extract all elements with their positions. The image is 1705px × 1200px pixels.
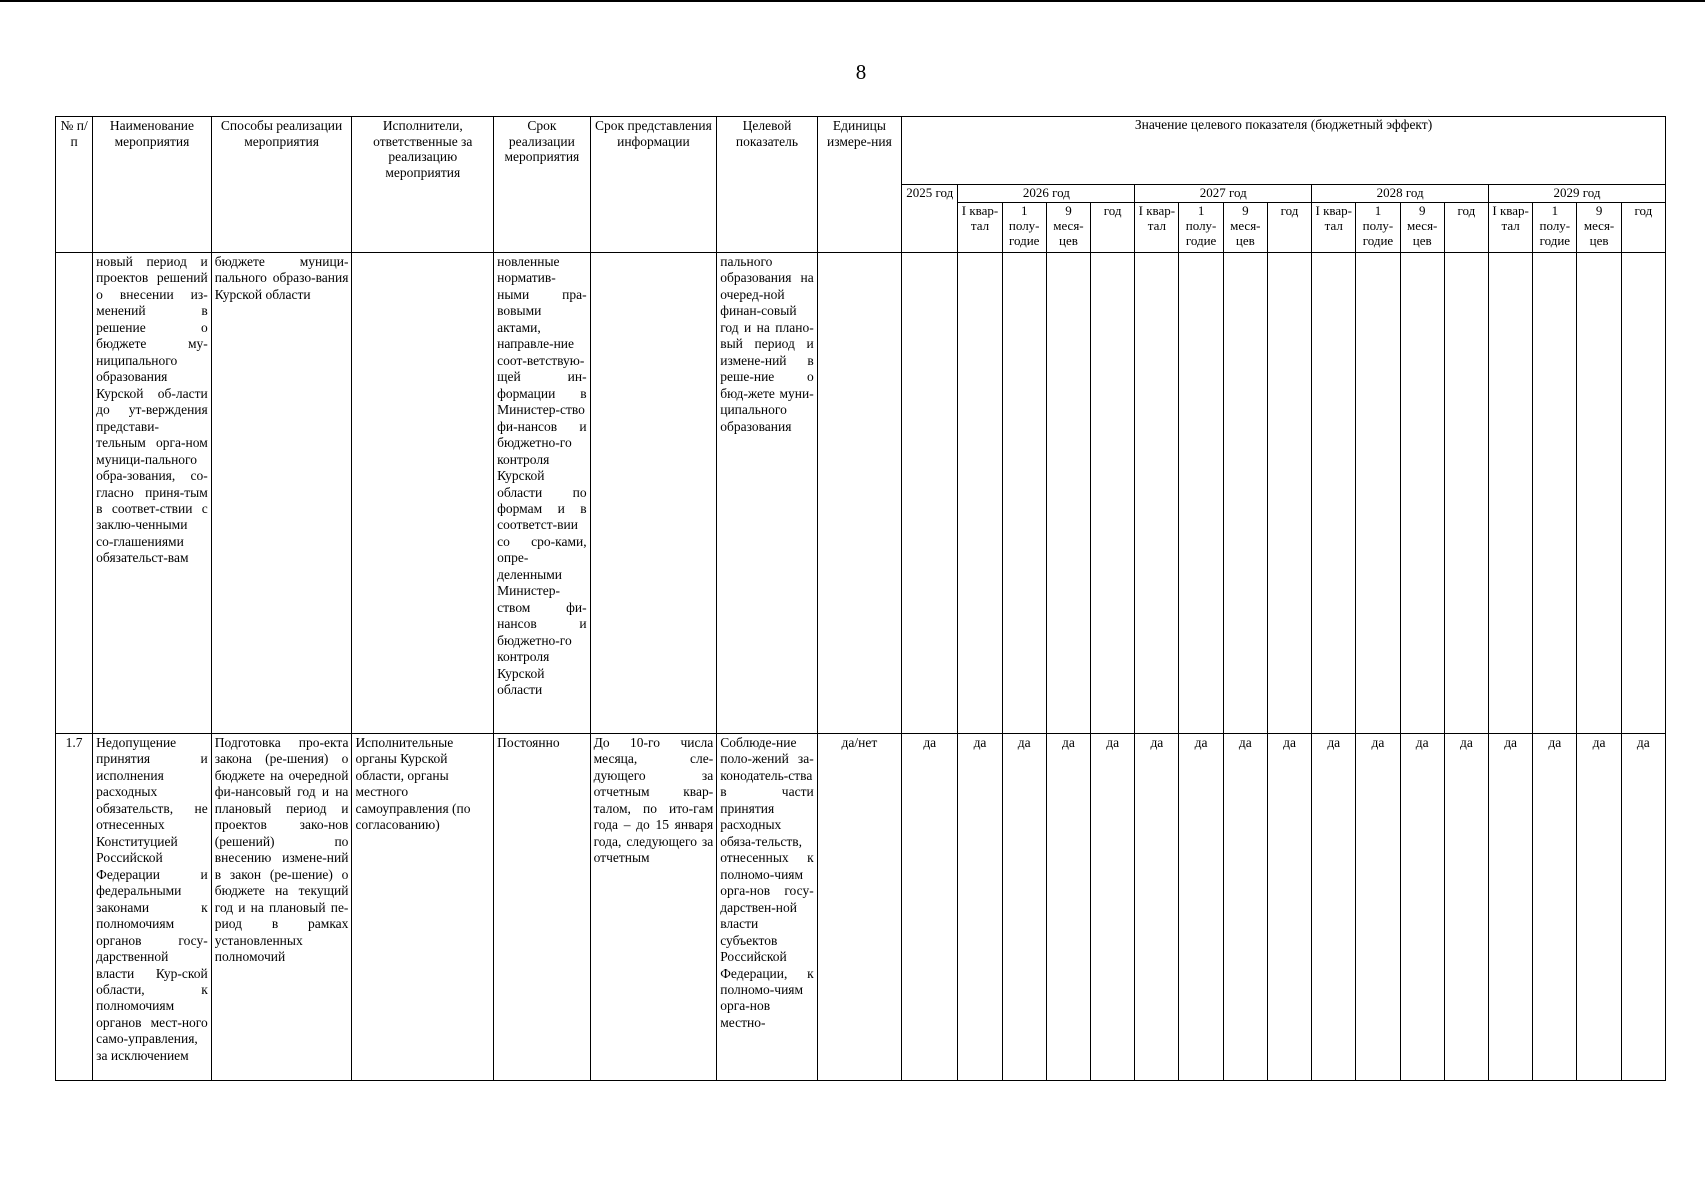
- row-value: [1356, 252, 1400, 733]
- row-value: да: [1179, 733, 1223, 1080]
- header-2029-q1: I квар-тал: [1489, 202, 1533, 252]
- header-year-2025: 2025 год: [902, 185, 958, 253]
- row-units: [817, 252, 901, 733]
- header-deadline: Срок реализации мероприятия: [494, 117, 590, 253]
- header-2026-q1: I квар-тал: [958, 202, 1002, 252]
- header-2028-year: год: [1444, 202, 1488, 252]
- row-num: [56, 252, 93, 733]
- header-name: Наименование мероприятия: [93, 117, 212, 253]
- row-value: да: [1444, 733, 1488, 1080]
- header-2027-h1: 1 полу-годие: [1179, 202, 1223, 252]
- table-header: [56, 117, 1666, 253]
- header-year-2027: 2027 год: [1135, 185, 1312, 203]
- row-value: [1621, 252, 1665, 733]
- row-value: [1489, 252, 1533, 733]
- row-value: [1400, 252, 1444, 733]
- row-value: да: [1356, 733, 1400, 1080]
- header-units: Единицы измере-ния: [817, 117, 901, 253]
- header-methods: Способы реализации мероприятия: [211, 117, 352, 253]
- row-value: [1223, 252, 1267, 733]
- row-value: да: [1267, 733, 1311, 1080]
- scan-border-line: [0, 0, 1705, 2]
- row-executors: Исполнительные органы Курской области, органы местного самоуправления (по согласованию): [352, 733, 494, 1080]
- row-value: да: [1046, 733, 1090, 1080]
- header-report: Срок представления информации: [590, 117, 717, 253]
- row-value: да: [1577, 733, 1621, 1080]
- row-value: да: [1400, 733, 1444, 1080]
- header-target-value: Значение целевого показателя (бюджетный эффект): [902, 117, 1666, 185]
- row-value: да: [958, 733, 1002, 1080]
- table-row: [56, 733, 1666, 1080]
- header-2027-year: год: [1267, 202, 1311, 252]
- row-value: да: [1223, 733, 1267, 1080]
- row-value: [1577, 252, 1621, 733]
- header-year-2026: 2026 год: [958, 185, 1135, 203]
- row-executors: [352, 252, 494, 733]
- row-value: [1444, 252, 1488, 733]
- header-num: № п/п: [56, 117, 93, 253]
- header-2028-h1: 1 полу-годие: [1356, 202, 1400, 252]
- row-value: [1091, 252, 1135, 733]
- row-num: 1.7: [56, 733, 93, 1080]
- header-year-2029: 2029 год: [1489, 185, 1666, 203]
- row-indicator: пального образования на очеред-ной финан-совый год и на плано-вый период и измене-ний в реше-ние о бюд-жете муни-ципального образования: [717, 252, 817, 733]
- header-2029-h1: 1 полу-годие: [1533, 202, 1577, 252]
- row-methods: Подготовка про-екта закона (ре-шения) о бюджете на очередной фи-нансовый год и на плановый период и проектов зако-нов (решений) по внесению измене-ний в закон (ре-шение) о бюджете на текущий год и на плановый пе-риод в рамках установленных полномочий: [211, 733, 352, 1080]
- row-value: да: [1002, 733, 1046, 1080]
- row-deadline: новленные норматив-ными пра-вовыми актами, направле-ние соот-ветствую-щей ин-формации в Министер-ство фи-нансов и бюджетно-го контроля Курской области по формам и в соответст-вии со сро-ками, опре-деленными Министер-ством фи-нансов и бюджетно-го контроля Курской области: [494, 252, 590, 733]
- row-units: да/нет: [817, 733, 901, 1080]
- header-2026-year: год: [1091, 202, 1135, 252]
- row-value: [1312, 252, 1356, 733]
- row-value: да: [1489, 733, 1533, 1080]
- row-value: [1002, 252, 1046, 733]
- row-value: да: [1135, 733, 1179, 1080]
- row-value: [1267, 252, 1311, 733]
- row-methods: бюджете муници-пального образо-вания Курской области: [211, 252, 352, 733]
- header-2028-q1: I квар-тал: [1312, 202, 1356, 252]
- row-deadline: Постоянно: [494, 733, 590, 1080]
- row-value: да: [1533, 733, 1577, 1080]
- row-report: [590, 252, 717, 733]
- header-year-2028: 2028 год: [1312, 185, 1489, 203]
- row-value: да: [1312, 733, 1356, 1080]
- header-2029-year: год: [1621, 202, 1665, 252]
- header-indicator: Целевой показатель: [717, 117, 817, 253]
- row-report: До 10-го числа месяца, сле-дующего за отчетным квар-талом, по ито-гам года – до 15 января года, следующего за отчетным: [590, 733, 717, 1080]
- header-2026-h1: 1 полу-годие: [1002, 202, 1046, 252]
- row-value: да: [1621, 733, 1665, 1080]
- row-value: [1135, 252, 1179, 733]
- row-name: новый период и проектов решений о внесении из-менений в решение о бюджете му-ниципального образования Курской об-ласти до ут-верждения представи-тельным орга-ном муници-пального обра-зования, со-гласно приня-тым в соответ-ствии с заклю-ченными со-глашениями обязательст-вам: [93, 252, 212, 733]
- header-2027-m9: 9 меся-цев: [1223, 202, 1267, 252]
- row-indicator: Соблюде-ние поло-жений за-конодатель-ства в части принятия расходных обяза-тельств, отнесенных к полномо-чиям орга-нов госу-дарствен-ной власти субъектов Российской Федерации, к полномо-чиям орга-нов местно-: [717, 733, 817, 1080]
- row-value: [1179, 252, 1223, 733]
- row-value: [902, 252, 958, 733]
- page-number: 8: [855, 60, 867, 84]
- header-executors: Исполнители, ответственные за реализацию мероприятия: [352, 117, 494, 253]
- measures-table: [55, 116, 1666, 1081]
- header-2029-m9: 9 меся-цев: [1577, 202, 1621, 252]
- row-value: да: [902, 733, 958, 1080]
- header-2026-m9: 9 меся-цев: [1046, 202, 1090, 252]
- row-value: [1533, 252, 1577, 733]
- row-value: да: [1091, 733, 1135, 1080]
- table-row: [56, 252, 1666, 733]
- header-2027-q1: I квар-тал: [1135, 202, 1179, 252]
- header-2028-m9: 9 меся-цев: [1400, 202, 1444, 252]
- row-name: Недопущение принятия и исполнения расходных обязательств, не отнесенных Конституцией Российской Федерации и федеральными законами к полномочиям органов госу-дарственной власти Кур-ской области, к полномочиям органов мест-ного само-управления, за исключением: [93, 733, 212, 1080]
- row-value: [1046, 252, 1090, 733]
- row-value: [958, 252, 1002, 733]
